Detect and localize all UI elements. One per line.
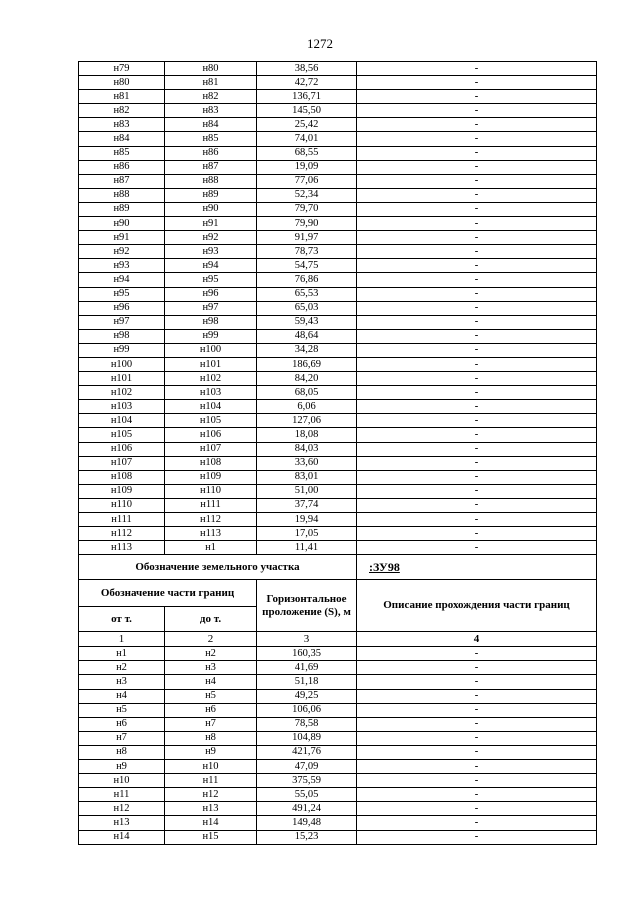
- from-point: н107: [79, 456, 165, 470]
- description-value: -: [357, 202, 597, 216]
- description-value: -: [357, 675, 597, 689]
- to-point: н109: [165, 470, 257, 484]
- to-point: н97: [165, 301, 257, 315]
- distance-value: 42,72: [257, 76, 357, 90]
- to-header: до т.: [165, 607, 257, 632]
- to-point: н110: [165, 484, 257, 498]
- to-point: н6: [165, 703, 257, 717]
- to-point: н3: [165, 661, 257, 675]
- table-row: [79, 76, 597, 90]
- description-value: -: [357, 456, 597, 470]
- table-row: [79, 689, 597, 703]
- distance-value: 55,05: [257, 788, 357, 802]
- from-point: н89: [79, 202, 165, 216]
- to-point: н108: [165, 456, 257, 470]
- description-value: -: [357, 104, 597, 118]
- distance-value: 37,74: [257, 498, 357, 512]
- from-point: н11: [79, 788, 165, 802]
- description-value: -: [357, 788, 597, 802]
- description-value: -: [357, 301, 597, 315]
- from-point: н79: [79, 62, 165, 76]
- table-row: [79, 527, 597, 541]
- description-value: -: [357, 259, 597, 273]
- distance-value: 104,89: [257, 731, 357, 745]
- to-point: н98: [165, 315, 257, 329]
- from-point: н3: [79, 675, 165, 689]
- to-point: н103: [165, 386, 257, 400]
- distance-value: 84,03: [257, 442, 357, 456]
- distance-value: 41,69: [257, 661, 357, 675]
- description-value: -: [357, 830, 597, 844]
- description-value: -: [357, 774, 597, 788]
- description-value: -: [357, 188, 597, 202]
- description-value: -: [357, 118, 597, 132]
- table-row: [79, 357, 597, 371]
- to-point: н5: [165, 689, 257, 703]
- table-row: [79, 414, 597, 428]
- description-value: -: [357, 132, 597, 146]
- col-number-1: 1: [79, 632, 165, 647]
- to-point: н99: [165, 329, 257, 343]
- to-point: н84: [165, 118, 257, 132]
- description-value: -: [357, 541, 597, 555]
- from-point: н100: [79, 357, 165, 371]
- table-row: [79, 774, 597, 788]
- description-value: -: [357, 287, 597, 301]
- description-value: -: [357, 414, 597, 428]
- distance-value: 33,60: [257, 456, 357, 470]
- from-point: н108: [79, 470, 165, 484]
- distance-value: 68,05: [257, 386, 357, 400]
- top-rows: [79, 62, 597, 555]
- distance-value: 15,23: [257, 830, 357, 844]
- distance-value: 34,28: [257, 343, 357, 357]
- distance-value: 19,09: [257, 160, 357, 174]
- to-point: н14: [165, 816, 257, 830]
- distance-value: 106,06: [257, 703, 357, 717]
- table-row: [79, 174, 597, 188]
- from-point: н91: [79, 231, 165, 245]
- to-point: н10: [165, 760, 257, 774]
- to-point: н102: [165, 372, 257, 386]
- from-point: н9: [79, 760, 165, 774]
- distance-value: 79,70: [257, 202, 357, 216]
- distance-value: 78,73: [257, 245, 357, 259]
- table-row: [79, 231, 597, 245]
- from-point: н86: [79, 160, 165, 174]
- to-point: н81: [165, 76, 257, 90]
- to-point: н83: [165, 104, 257, 118]
- from-point: н112: [79, 527, 165, 541]
- description-value: -: [357, 273, 597, 287]
- to-point: н2: [165, 647, 257, 661]
- bottom-rows: [79, 647, 597, 844]
- from-point: н111: [79, 513, 165, 527]
- table-row: [79, 498, 597, 512]
- description-value: -: [357, 146, 597, 160]
- distance-header: Горизонтальное проложение (S), м: [257, 580, 357, 632]
- from-point: н103: [79, 400, 165, 414]
- distance-value: 77,06: [257, 174, 357, 188]
- distance-value: 79,90: [257, 217, 357, 231]
- table-row: [79, 470, 597, 484]
- table-row: [79, 456, 597, 470]
- to-point: н4: [165, 675, 257, 689]
- description-value: -: [357, 315, 597, 329]
- from-point: н110: [79, 498, 165, 512]
- table-row: [79, 259, 597, 273]
- table-row: [79, 816, 597, 830]
- description-value: -: [357, 76, 597, 90]
- from-point: н10: [79, 774, 165, 788]
- to-point: н111: [165, 498, 257, 512]
- to-point: н90: [165, 202, 257, 216]
- from-point: н4: [79, 689, 165, 703]
- description-value: -: [357, 498, 597, 512]
- table-row: [79, 760, 597, 774]
- table-row: [79, 802, 597, 816]
- from-point: н13: [79, 816, 165, 830]
- from-point: н90: [79, 217, 165, 231]
- to-point: н82: [165, 90, 257, 104]
- distance-value: 145,50: [257, 104, 357, 118]
- distance-value: 54,75: [257, 259, 357, 273]
- to-point: н107: [165, 442, 257, 456]
- land-plot-label: Обозначение земельного участка: [79, 555, 357, 580]
- description-value: -: [357, 90, 597, 104]
- table-row: [79, 315, 597, 329]
- table-row: [79, 343, 597, 357]
- distance-value: 186,69: [257, 357, 357, 371]
- from-point: н101: [79, 372, 165, 386]
- table-row: [79, 372, 597, 386]
- to-point: н13: [165, 802, 257, 816]
- from-point: н88: [79, 188, 165, 202]
- distance-value: 76,86: [257, 273, 357, 287]
- description-value: -: [357, 717, 597, 731]
- description-value: -: [357, 343, 597, 357]
- description-value: -: [357, 400, 597, 414]
- col-number-4: 4: [357, 632, 597, 647]
- land-plot-id: :ЗУ98: [357, 555, 597, 580]
- table-row: [79, 703, 597, 717]
- distance-value: 375,59: [257, 774, 357, 788]
- distance-value: 83,01: [257, 470, 357, 484]
- distance-value: 59,43: [257, 315, 357, 329]
- from-point: н87: [79, 174, 165, 188]
- section-header: [79, 555, 597, 647]
- distance-value: 11,41: [257, 541, 357, 555]
- from-point: н97: [79, 315, 165, 329]
- table-row: [79, 745, 597, 759]
- distance-value: 491,24: [257, 802, 357, 816]
- description-value: -: [357, 527, 597, 541]
- description-value: -: [357, 442, 597, 456]
- table-row: [79, 661, 597, 675]
- to-point: н86: [165, 146, 257, 160]
- from-point: н8: [79, 745, 165, 759]
- to-point: н15: [165, 830, 257, 844]
- table-row: [79, 428, 597, 442]
- boundary-table: [78, 61, 597, 845]
- from-point: н85: [79, 146, 165, 160]
- distance-value: 91,97: [257, 231, 357, 245]
- distance-value: 47,09: [257, 760, 357, 774]
- to-point: н8: [165, 731, 257, 745]
- from-point: н5: [79, 703, 165, 717]
- table-row: [79, 160, 597, 174]
- distance-value: 421,76: [257, 745, 357, 759]
- description-value: -: [357, 816, 597, 830]
- from-point: н7: [79, 731, 165, 745]
- from-point: н92: [79, 245, 165, 259]
- description-value: -: [357, 329, 597, 343]
- description-value: -: [357, 160, 597, 174]
- description-value: -: [357, 231, 597, 245]
- to-point: н12: [165, 788, 257, 802]
- description-value: -: [357, 470, 597, 484]
- table-row: [79, 90, 597, 104]
- to-point: н7: [165, 717, 257, 731]
- from-point: н93: [79, 259, 165, 273]
- distance-value: 25,42: [257, 118, 357, 132]
- description-value: -: [357, 484, 597, 498]
- from-point: н83: [79, 118, 165, 132]
- from-point: н99: [79, 343, 165, 357]
- to-point: н85: [165, 132, 257, 146]
- table-row: [79, 287, 597, 301]
- to-point: н113: [165, 527, 257, 541]
- from-point: н2: [79, 661, 165, 675]
- from-point: н82: [79, 104, 165, 118]
- description-value: -: [357, 731, 597, 745]
- to-point: н100: [165, 343, 257, 357]
- table-row: [79, 118, 597, 132]
- distance-value: 78,58: [257, 717, 357, 731]
- table-row: [79, 830, 597, 844]
- table-row: [79, 329, 597, 343]
- description-value: -: [357, 174, 597, 188]
- page-number: 1272: [307, 36, 333, 51]
- to-point: н95: [165, 273, 257, 287]
- from-point: н104: [79, 414, 165, 428]
- distance-value: 51,18: [257, 675, 357, 689]
- to-point: н92: [165, 231, 257, 245]
- from-point: н98: [79, 329, 165, 343]
- distance-value: 6,06: [257, 400, 357, 414]
- to-point: н112: [165, 513, 257, 527]
- table-row: [79, 386, 597, 400]
- distance-value: 52,34: [257, 188, 357, 202]
- table-row: [79, 647, 597, 661]
- from-point: н81: [79, 90, 165, 104]
- table-row: [79, 132, 597, 146]
- distance-value: 18,08: [257, 428, 357, 442]
- to-point: н1: [165, 541, 257, 555]
- to-point: н104: [165, 400, 257, 414]
- distance-value: 49,25: [257, 689, 357, 703]
- description-value: -: [357, 217, 597, 231]
- to-point: н91: [165, 217, 257, 231]
- distance-value: 65,53: [257, 287, 357, 301]
- from-point: н80: [79, 76, 165, 90]
- description-value: -: [357, 745, 597, 759]
- distance-value: 160,35: [257, 647, 357, 661]
- description-value: -: [357, 689, 597, 703]
- from-point: н6: [79, 717, 165, 731]
- to-point: н87: [165, 160, 257, 174]
- table-row: [79, 245, 597, 259]
- distance-value: 48,64: [257, 329, 357, 343]
- from-point: н102: [79, 386, 165, 400]
- table-row: [79, 217, 597, 231]
- distance-value: 68,55: [257, 146, 357, 160]
- description-value: -: [357, 647, 597, 661]
- distance-value: 136,71: [257, 90, 357, 104]
- table-row: [79, 104, 597, 118]
- to-point: н96: [165, 287, 257, 301]
- from-header: от т.: [79, 607, 165, 632]
- description-value: -: [357, 802, 597, 816]
- from-point: н14: [79, 830, 165, 844]
- table-row: [79, 301, 597, 315]
- distance-value: 149,48: [257, 816, 357, 830]
- description-value: -: [357, 760, 597, 774]
- description-value: -: [357, 62, 597, 76]
- description-value: -: [357, 703, 597, 717]
- from-point: н106: [79, 442, 165, 456]
- table-row: [79, 400, 597, 414]
- table-row: [79, 484, 597, 498]
- to-point: н89: [165, 188, 257, 202]
- table-row: [79, 273, 597, 287]
- distance-value: 51,00: [257, 484, 357, 498]
- to-point: н9: [165, 745, 257, 759]
- table-row: [79, 146, 597, 160]
- to-point: н101: [165, 357, 257, 371]
- parts-header: Обозначение части границ: [79, 580, 257, 607]
- description-value: -: [357, 245, 597, 259]
- description-value: -: [357, 386, 597, 400]
- description-header: Описание прохождения части границ: [357, 580, 597, 632]
- description-value: -: [357, 372, 597, 386]
- distance-value: 19,94: [257, 513, 357, 527]
- distance-value: 127,06: [257, 414, 357, 428]
- col-number-2: 2: [165, 632, 257, 647]
- to-point: н80: [165, 62, 257, 76]
- table-row: [79, 541, 597, 555]
- description-value: -: [357, 357, 597, 371]
- table-row: [79, 202, 597, 216]
- to-point: н93: [165, 245, 257, 259]
- to-point: н105: [165, 414, 257, 428]
- distance-value: 74,01: [257, 132, 357, 146]
- from-point: н1: [79, 647, 165, 661]
- distance-value: 17,05: [257, 527, 357, 541]
- distance-value: 38,56: [257, 62, 357, 76]
- table-row: [79, 675, 597, 689]
- to-point: н94: [165, 259, 257, 273]
- from-point: н113: [79, 541, 165, 555]
- from-point: н96: [79, 301, 165, 315]
- col-number-3: 3: [257, 632, 357, 647]
- description-value: -: [357, 513, 597, 527]
- table-row: [79, 188, 597, 202]
- to-point: н11: [165, 774, 257, 788]
- table-row: [79, 788, 597, 802]
- description-value: -: [357, 428, 597, 442]
- distance-value: 84,20: [257, 372, 357, 386]
- table-row: [79, 731, 597, 745]
- from-point: н95: [79, 287, 165, 301]
- table-row: [79, 717, 597, 731]
- from-point: н84: [79, 132, 165, 146]
- table-row: [79, 513, 597, 527]
- to-point: н88: [165, 174, 257, 188]
- to-point: н106: [165, 428, 257, 442]
- table-row: [79, 442, 597, 456]
- description-value: -: [357, 661, 597, 675]
- from-point: н94: [79, 273, 165, 287]
- distance-value: 65,03: [257, 301, 357, 315]
- from-point: н12: [79, 802, 165, 816]
- from-point: н109: [79, 484, 165, 498]
- from-point: н105: [79, 428, 165, 442]
- table-row: [79, 62, 597, 76]
